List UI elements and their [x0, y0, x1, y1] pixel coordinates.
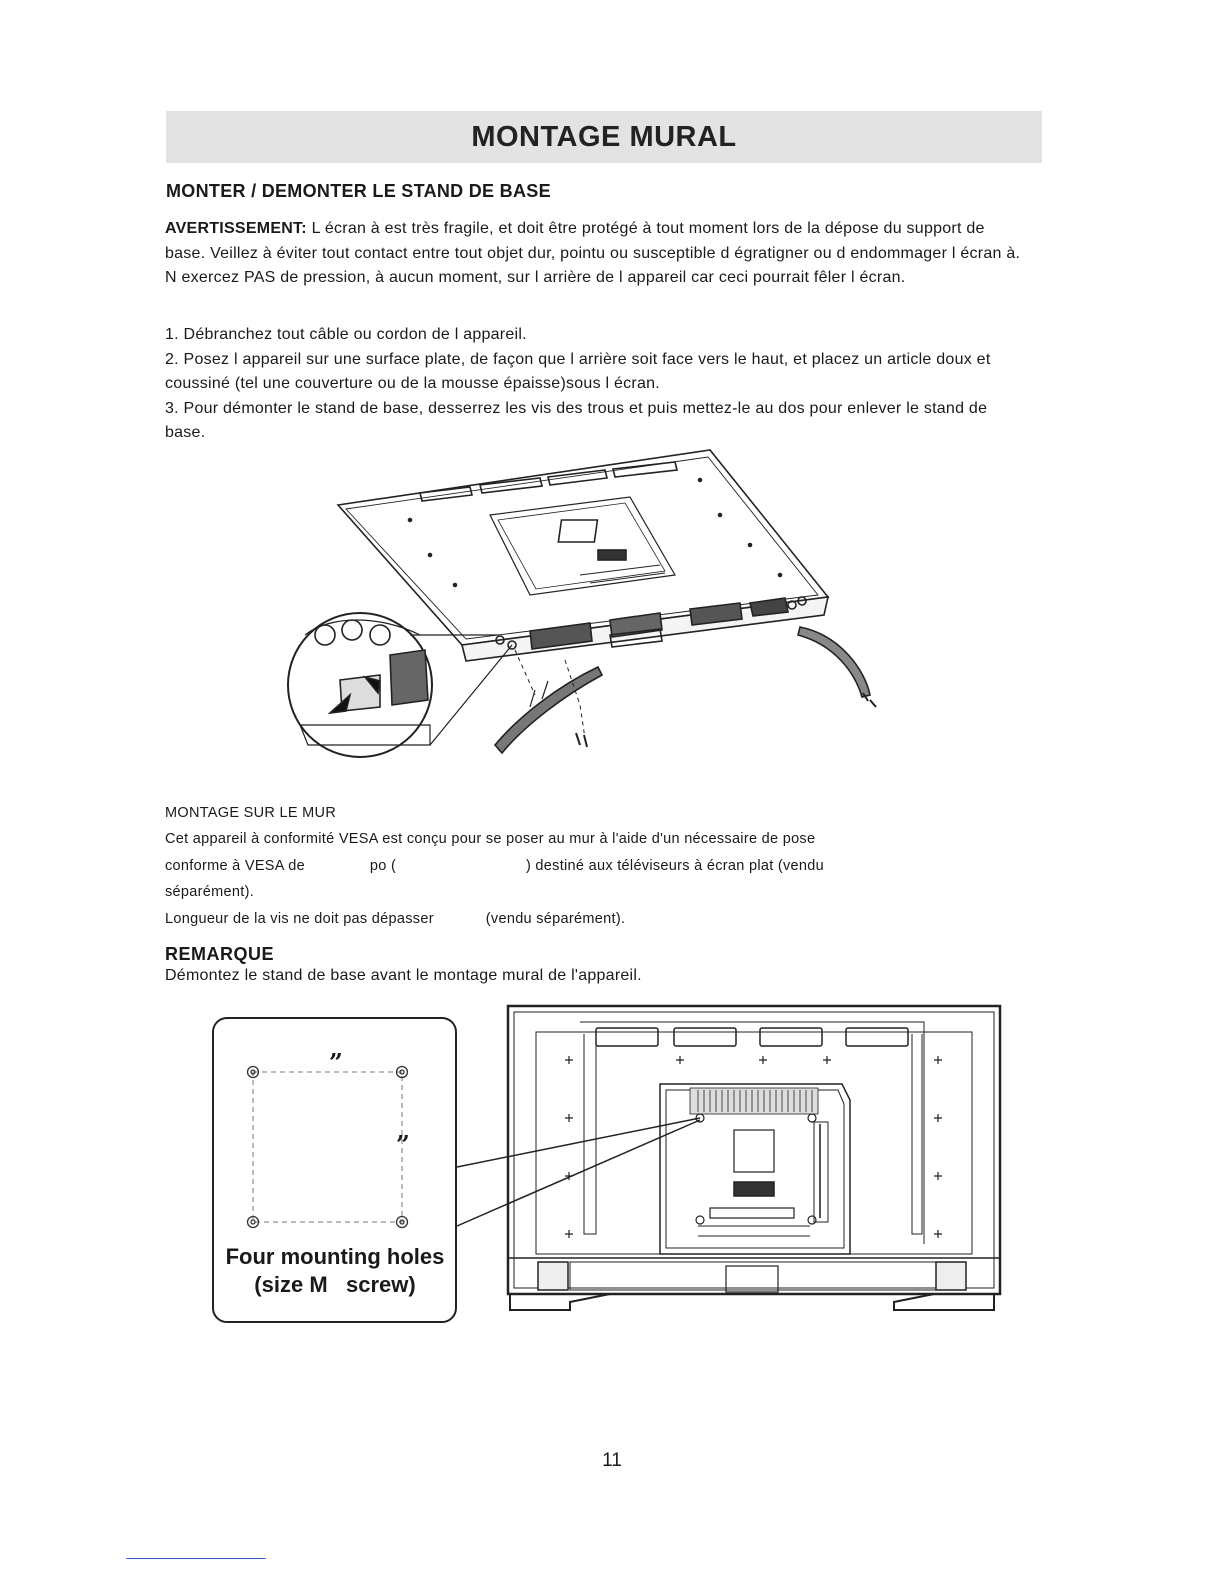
remarque-text: Démontez le stand de base avant le montage mural de l'appareil. [165, 967, 642, 984]
page-number: 11 [602, 1450, 622, 1471]
step-item: 1. Débranchez tout câble ou cordon de l appareil. [165, 326, 527, 343]
wall-mount-line: Cet appareil à conformité VESA est conçu pour se poser au mur à l'aide d'un nécessaire de pose [165, 831, 816, 847]
title-banner [166, 111, 1042, 163]
inch-mark-vertical: ” [396, 1130, 410, 1159]
page-title: MONTAGE MURAL [471, 120, 737, 153]
warning-paragraph [165, 217, 1025, 291]
wall-mount-title: MONTAGE SUR LE MUR [165, 805, 337, 821]
wall-mount-line: Longueur de la vis ne doit pas dépasser (vendu séparément). [165, 911, 626, 927]
footer-rule [126, 1558, 266, 1559]
step-item: 3. Pour démonter le stand de base, desserrez les vis des trous et puis mettez-le au dos pour enlever le stand de base. [165, 399, 988, 441]
inch-mark-horizontal: ” [329, 1048, 343, 1077]
steps-list [165, 323, 1025, 446]
holes-label-line2: (size M screw) [254, 1272, 416, 1297]
warning-label: AVERTISSEMENT: [165, 220, 307, 237]
warning-text: L écran à est très fragile, et doit être protégé à tout moment lors de la dépose du support de base. Veillez à éviter tout contact entre tout objet dur, pointu ou susceptible d égratigner ou d endommager l écran à. N exercez PAS de pression, à aucun moment, sur l arrière de l appareil car ceci pourrait fêler l écran. [165, 220, 1021, 286]
remarque-title: REMARQUE [165, 944, 275, 964]
wall-mount-line: séparément). [165, 884, 255, 900]
holes-label-line1: Four mounting holes [225, 1244, 445, 1269]
wall-mount-line: conforme à VESA de po ( ) destiné aux téléviseurs à écran plat (vendu [165, 858, 824, 874]
tv-rear-view-illustration [450, 1004, 1005, 1320]
stand-removal-illustration [280, 445, 900, 785]
section-title: MONTER / DEMONTER LE STAND DE BASE [166, 181, 551, 201]
step-item: 2. Posez l appareil sur une surface plate, de façon que l arrière soit face vers le haut, et placez un article doux et coussiné (tel une couverture ou de la mousse épaisse)sous l écran. [165, 350, 991, 392]
